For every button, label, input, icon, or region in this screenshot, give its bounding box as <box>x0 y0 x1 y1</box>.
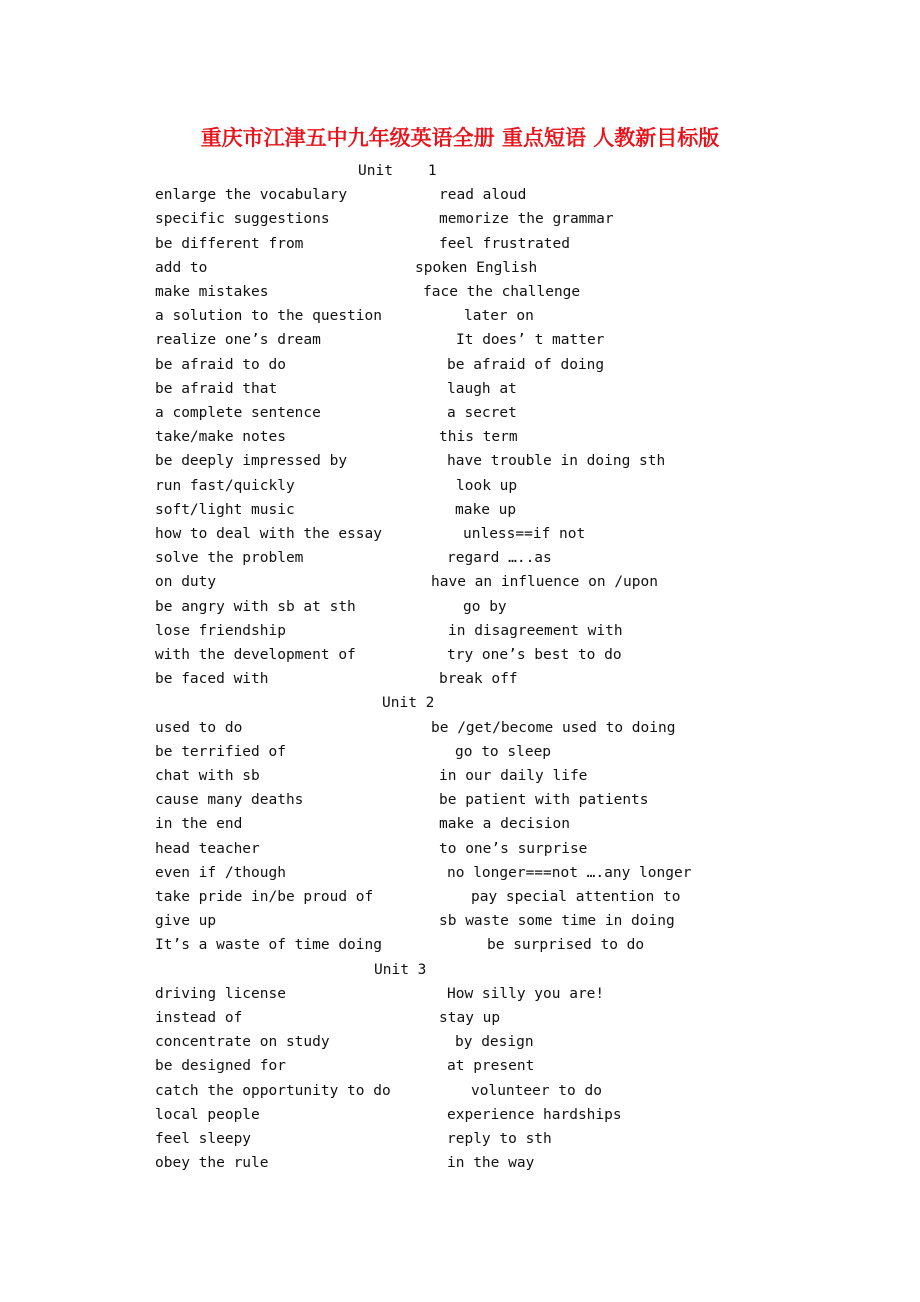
phrase-row <box>0 1055 920 1077</box>
phrase-right: reply to sth <box>447 1131 552 1147</box>
phrase-row <box>0 329 920 351</box>
phrase-left: obey the rule <box>155 1155 269 1172</box>
phrase-right: face the challenge <box>423 284 581 300</box>
phrase-row <box>0 644 920 666</box>
phrase-right: laugh at <box>447 380 517 397</box>
phrase-row <box>0 886 920 908</box>
phrase-row <box>0 741 920 763</box>
phrase-row <box>0 668 920 690</box>
phrase-left: be designed for <box>155 1058 286 1075</box>
phrase-right: this term <box>439 429 518 446</box>
phrase-left: chat with sb <box>155 768 260 784</box>
phrase-right: have an influence on /upon <box>431 574 658 591</box>
phrase-right: regard …..as <box>447 550 552 567</box>
phrase-row <box>0 1128 920 1150</box>
phrase-right: by design <box>455 1034 534 1051</box>
phrase-right: later on <box>464 308 534 325</box>
phrase-row <box>0 184 920 206</box>
phrase-left: be faced with <box>155 671 269 688</box>
phrase-row <box>0 1152 920 1174</box>
phrase-right: make up <box>455 501 517 518</box>
phrase-right: pay special attention to <box>471 889 681 905</box>
phrase-left: a solution to the question <box>155 308 382 325</box>
phrase-row <box>0 475 920 497</box>
phrase-left: instead of <box>155 1010 243 1026</box>
phrase-right: no longer===not ….any longer <box>447 864 692 881</box>
phrase-left: in the end <box>155 816 243 833</box>
phrase-left: a complete sentence <box>155 405 321 421</box>
phrase-left: on duty <box>155 574 217 591</box>
phrase-row <box>0 813 920 835</box>
phrase-row <box>0 765 920 787</box>
phrase-left: with the development of <box>155 647 356 663</box>
phrase-right: make a decision <box>439 816 570 833</box>
phrase-right: feel frustrated <box>439 235 570 252</box>
phrase-right: be surprised to do <box>487 937 645 954</box>
phrase-row <box>0 1104 920 1126</box>
phrase-right: try one’s best to do <box>447 647 622 663</box>
phrase-right: a secret <box>447 405 517 421</box>
phrase-row <box>0 378 920 400</box>
phrase-left: concentrate on study <box>155 1034 330 1051</box>
phrase-left: feel sleepy <box>155 1131 252 1147</box>
unit-heading-row <box>0 692 920 714</box>
phrase-left: soft/light music <box>155 501 295 518</box>
phrase-row <box>0 596 920 618</box>
phrase-left: solve the problem <box>155 550 304 567</box>
unit-heading-row <box>0 959 920 981</box>
phrase-right: read aloud <box>439 187 527 204</box>
phrase-row <box>0 862 920 884</box>
phrase-row <box>0 1080 920 1102</box>
phrase-left: enlarge the vocabulary <box>155 187 348 204</box>
phrase-row <box>0 499 920 521</box>
phrase-left: be deeply impressed by <box>155 453 348 470</box>
phrase-right: look up <box>456 477 518 494</box>
phrase-left: give up <box>155 913 217 930</box>
phrase-row <box>0 354 920 376</box>
phrase-left: be terrified of <box>155 743 286 760</box>
phrase-right: It does’ t matter <box>456 332 605 349</box>
phrase-left: specific suggestions <box>155 211 330 228</box>
phrase-left: local people <box>155 1106 260 1123</box>
phrase-right: volunteer to do <box>471 1082 602 1099</box>
unit-heading: Unit 1 <box>358 163 437 179</box>
phrase-right: go by <box>463 598 507 615</box>
phrase-right: in our daily life <box>439 768 588 784</box>
phrase-left: how to deal with the essay <box>155 526 382 542</box>
unit-heading: Unit 3 <box>374 961 427 978</box>
phrase-row <box>0 620 920 642</box>
phrase-right: stay up <box>439 1010 501 1026</box>
phrase-row <box>0 1007 920 1029</box>
unit-heading-row <box>0 160 920 182</box>
phrase-row <box>0 208 920 230</box>
phrase-right: experience hardships <box>447 1106 622 1123</box>
phrase-left: add to <box>155 259 208 276</box>
phrase-right: memorize the grammar <box>439 211 614 228</box>
phrase-right: be /get/become used to doing <box>431 719 676 736</box>
phrase-right: sb waste some time in doing <box>439 913 675 930</box>
phrase-row <box>0 934 920 956</box>
phrase-row <box>0 426 920 448</box>
phrase-right: spoken English <box>415 259 538 276</box>
phrase-left: lose friendship <box>155 622 286 639</box>
phrase-left: make mistakes <box>155 284 269 300</box>
phrase-left: driving license <box>155 985 286 1002</box>
phrase-row <box>0 233 920 255</box>
phrase-left: be angry with sb at sth <box>155 598 356 615</box>
phrase-left: even if /though <box>155 864 286 881</box>
phrase-row <box>0 789 920 811</box>
phrase-right: in the way <box>447 1155 535 1172</box>
phrase-row <box>0 910 920 932</box>
phrase-left: It’s a waste of time doing <box>155 937 382 954</box>
phrase-left: take pride in/be proud of <box>155 889 374 905</box>
phrase-left: catch the opportunity to do <box>155 1082 391 1099</box>
phrase-row <box>0 717 920 739</box>
phrase-row <box>0 523 920 545</box>
phrase-right: be afraid of doing <box>447 356 605 373</box>
phrase-right: in disagreement with <box>448 622 623 639</box>
phrase-right: have trouble in doing sth <box>447 453 666 470</box>
phrase-right: be patient with patients <box>439 792 649 809</box>
phrase-left: cause many deaths <box>155 792 304 809</box>
phrase-left: be different from <box>155 235 304 252</box>
phrase-right: break off <box>439 671 518 688</box>
document-title: 重庆市江津五中九年级英语全册 重点短语 人教新目标版 <box>200 125 720 150</box>
phrase-left: used to do <box>155 719 243 736</box>
phrase-row <box>0 450 920 472</box>
phrase-left: run fast/quickly <box>155 477 295 494</box>
phrase-row <box>0 402 920 424</box>
phrase-left: head teacher <box>155 840 260 857</box>
phrase-row <box>0 571 920 593</box>
phrase-right: How silly you are! <box>447 985 605 1002</box>
phrase-left: be afraid that <box>155 380 278 397</box>
phrase-row <box>0 983 920 1005</box>
phrase-left: be afraid to do <box>155 356 286 373</box>
phrase-row <box>0 1031 920 1053</box>
phrase-right: unless==if not <box>463 526 586 542</box>
phrase-left: take/make notes <box>155 429 286 446</box>
phrase-right: at present <box>447 1058 535 1075</box>
phrase-row <box>0 257 920 279</box>
phrase-left: realize one’s dream <box>155 332 321 349</box>
phrase-row <box>0 838 920 860</box>
phrase-right: to one’s surprise <box>439 840 588 857</box>
phrase-row <box>0 547 920 569</box>
unit-heading: Unit 2 <box>382 695 435 712</box>
phrase-row <box>0 305 920 327</box>
phrase-row <box>0 281 920 303</box>
phrase-right: go to sleep <box>455 743 552 760</box>
